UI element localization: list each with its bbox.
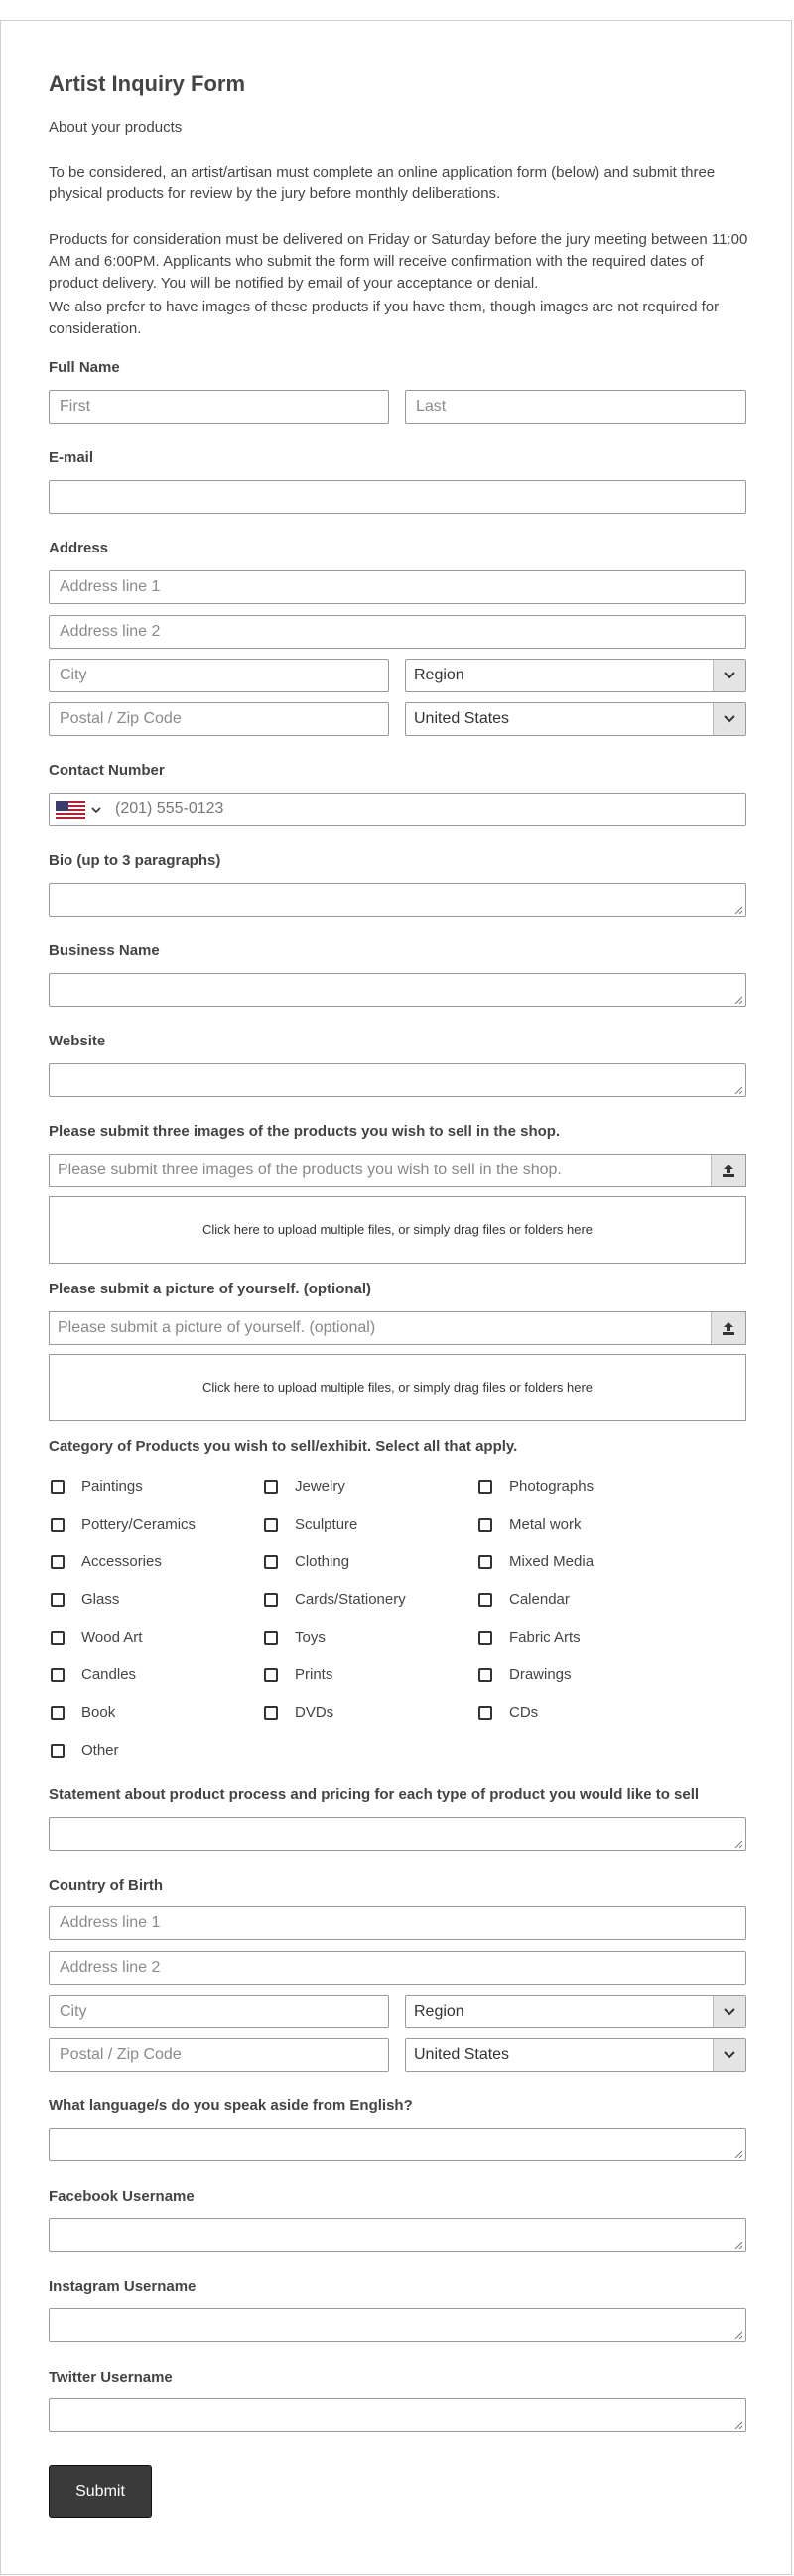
resize-handle-icon[interactable] [734, 1840, 742, 1848]
address-country-dropdown-button[interactable] [713, 703, 745, 735]
form-subtitle: About your products [49, 119, 183, 136]
instagram-textarea[interactable] [49, 2308, 746, 2342]
upload-icon [722, 1320, 735, 1336]
chevron-down-icon[interactable] [91, 805, 101, 815]
submit-button[interactable]: Submit [49, 2465, 152, 2518]
intro-paragraph-3: We also prefer to have images of these products if you have them, though images are not required for consideration. [49, 299, 720, 337]
address-country-select[interactable] [405, 702, 746, 736]
statement-textarea[interactable] [49, 1817, 746, 1851]
address-label: Address [49, 540, 109, 556]
bio-label: Bio (up to 3 paragraphs) [49, 852, 221, 869]
last-name-input[interactable] [405, 390, 746, 424]
birth-country-dropdown-button[interactable] [713, 2039, 745, 2071]
twitter-label: Twitter Username [49, 2369, 173, 2386]
form-title: Artist Inquiry Form [49, 71, 246, 96]
birth-region-select[interactable] [405, 1995, 746, 2028]
contact-number-label: Contact Number [49, 762, 165, 779]
product-images-upload-button[interactable] [711, 1155, 745, 1186]
product-images-file-field[interactable] [49, 1154, 746, 1187]
resize-handle-icon[interactable] [734, 906, 742, 914]
instagram-label: Instagram Username [49, 2278, 197, 2295]
address-region-value: Region [414, 667, 464, 683]
business-name-textarea[interactable] [49, 973, 746, 1007]
chevron-down-icon [723, 2048, 736, 2062]
birth-country-value: United States [414, 2046, 510, 2063]
birth-address-line1-input[interactable] [49, 1906, 746, 1940]
birth-country-select[interactable] [405, 2038, 746, 2072]
facebook-label: Facebook Username [49, 2188, 195, 2205]
birth-address-line2-input[interactable] [49, 1951, 746, 1985]
resize-handle-icon[interactable] [734, 2150, 742, 2158]
phone-placeholder: (201) 555-0123 [115, 800, 224, 817]
self-picture-dropzone[interactable]: Click here to upload multiple files, or simply drag files or folders here [49, 1354, 746, 1421]
categories-label: Category of Products you wish to sell/exhibit. Select all that apply. [49, 1438, 518, 1455]
chevron-down-icon [723, 2005, 736, 2019]
chevron-down-icon [723, 712, 736, 726]
intro-paragraph-2: Products for consideration must be delivered on Friday or Saturday before the jury meeting between 11:00 AM and 6:00PM. Applicants who submit the form will receive confirmation with the required dates of product delivery. You will be notified by email of your acceptance or denial. [49, 231, 748, 292]
bio-textarea[interactable] [49, 883, 746, 917]
country-of-birth-label: Country of Birth [49, 1877, 163, 1894]
chevron-down-icon [723, 669, 736, 682]
product-images-placeholder: Please submit three images of the products you wish to sell in the shop. [58, 1162, 562, 1178]
address-region-select[interactable] [405, 659, 746, 692]
resize-handle-icon[interactable] [734, 1086, 742, 1094]
website-label: Website [49, 1033, 106, 1049]
birth-city-input[interactable] [49, 1995, 389, 2028]
resize-handle-icon[interactable] [734, 996, 742, 1004]
product-images-label: Please submit three images of the products you wish to sell in the shop. [49, 1123, 561, 1140]
us-flag-icon[interactable] [56, 801, 85, 819]
self-picture-file-field[interactable] [49, 1311, 746, 1345]
resize-handle-icon[interactable] [734, 2331, 742, 2339]
facebook-textarea[interactable] [49, 2218, 746, 2252]
phone-input[interactable] [49, 793, 746, 826]
twitter-textarea[interactable] [49, 2398, 746, 2432]
birth-region-dropdown-button[interactable] [713, 1996, 745, 2027]
product-images-dropzone[interactable]: Click here to upload multiple files, or simply drag files or folders here [49, 1196, 746, 1264]
address-region-dropdown-button[interactable] [713, 660, 745, 691]
self-picture-upload-button[interactable] [711, 1312, 745, 1344]
birth-postal-input[interactable] [49, 2038, 389, 2072]
languages-textarea[interactable] [49, 2128, 746, 2161]
website-textarea[interactable] [49, 1063, 746, 1097]
address-city-input[interactable] [49, 659, 389, 692]
address-postal-input[interactable] [49, 702, 389, 736]
resize-handle-icon[interactable] [734, 2421, 742, 2429]
resize-handle-icon[interactable] [734, 2241, 742, 2249]
statement-label: Statement about product process and pricing for each type of product you would like to sell [49, 1786, 700, 1803]
email-input[interactable] [49, 480, 746, 514]
intro-paragraph-1: To be considered, an artist/artisan must complete an online application form (below) and submit three physical products for review by the jury before monthly deliberations. [49, 164, 716, 202]
self-picture-placeholder: Please submit a picture of yourself. (optional) [58, 1319, 376, 1336]
first-name-input[interactable] [49, 390, 389, 424]
address-country-value: United States [414, 710, 510, 727]
business-name-label: Business Name [49, 942, 160, 959]
upload-icon [722, 1163, 735, 1178]
full-name-label: Full Name [49, 359, 120, 376]
languages-label: What language/s do you speak aside from English? [49, 2097, 413, 2114]
address-line1-input[interactable] [49, 570, 746, 604]
address-line2-input[interactable] [49, 615, 746, 649]
birth-region-value: Region [414, 2003, 464, 2020]
self-picture-label: Please submit a picture of yourself. (optional) [49, 1281, 372, 1297]
email-label: E-mail [49, 449, 94, 466]
